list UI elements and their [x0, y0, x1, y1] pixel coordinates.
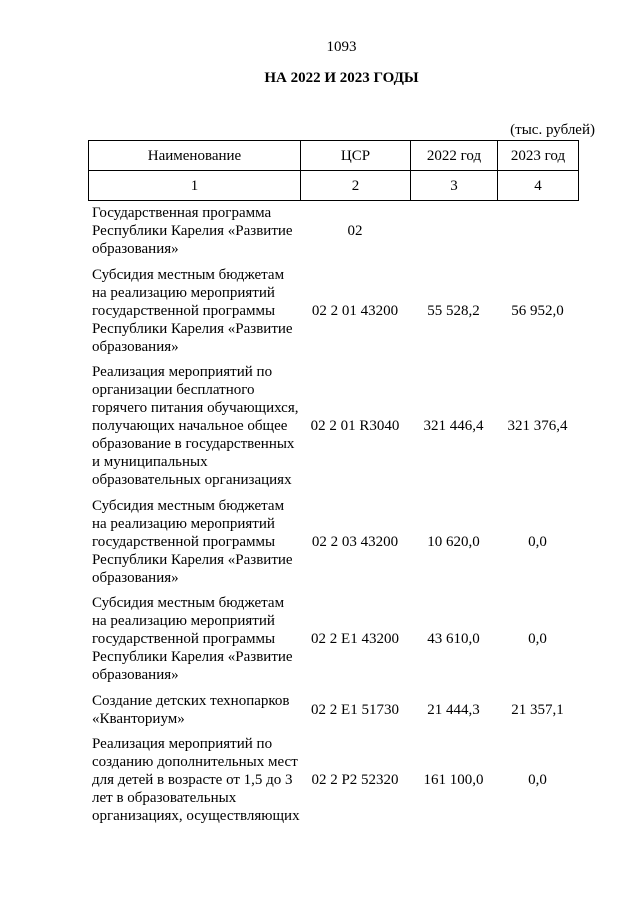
table-body	[88, 204, 579, 833]
units-label: (тыс. рублей)	[510, 122, 595, 138]
row-value-2022: 161 100,0	[423, 772, 484, 788]
row-value-2022: 55 528,2	[427, 302, 480, 319]
page-title: НА 2022 И 2023 ГОДЫ	[264, 70, 419, 86]
row-csr: 02 2 P2 52320	[311, 772, 399, 788]
column-number-1: 1	[89, 171, 301, 201]
column-number-3: 3	[411, 171, 498, 201]
table-row	[88, 497, 579, 595]
table-row	[88, 204, 579, 266]
row-csr: 02 2 01 43200	[311, 302, 399, 319]
row-name: Субсидия местным бюджетам на реализацию мероприятий государственной программы Республики Карелия «Развитие образования»	[92, 266, 293, 355]
table-row	[88, 594, 579, 692]
table-row	[88, 692, 579, 736]
row-value-2023: 0,0	[528, 631, 547, 647]
column-number-4: 4	[498, 171, 579, 201]
row-value-2023: 0,0	[528, 772, 547, 788]
row-value-2022: 321 446,4	[423, 418, 484, 434]
document-page	[88, 0, 595, 905]
row-value-2023: 56 952,0	[511, 302, 564, 319]
row-value-2023: 21 357,1	[511, 701, 564, 718]
header-row	[89, 141, 579, 171]
column-number-row	[89, 171, 579, 201]
header-name: Наименование	[89, 141, 301, 171]
row-name: Реализация мероприятий по организации бесплатного горячего питания обучающихся, получающих начальное общее образование в государственных и муниципальных образовательных организациях	[92, 364, 299, 488]
row-value-2022: 43 610,0	[427, 631, 480, 647]
header-2023: 2023 год	[498, 141, 579, 171]
row-name: Государственная программа Республики Карелия «Развитие образования»	[92, 205, 293, 257]
table-row	[88, 266, 579, 364]
row-name: Реализация мероприятий по созданию дополнительных мест для детей в возрасте от 1,5 до 3 лет в образовательных организациях, осуществляющих	[92, 736, 300, 824]
row-csr: 02	[347, 223, 363, 239]
row-value-2022: 10 620,0	[427, 533, 480, 550]
row-value-2023: 321 376,4	[507, 418, 568, 434]
row-name: Создание детских технопарков «Кванториум»	[92, 692, 290, 727]
row-value-2023: 0,0	[528, 533, 547, 550]
row-csr: 02 2 E1 51730	[311, 701, 399, 718]
header-2022: 2022 год	[411, 141, 498, 171]
table-row	[88, 735, 579, 833]
row-name: Субсидия местным бюджетам на реализацию мероприятий государственной программы Республики Карелия «Развитие образования»	[92, 595, 293, 683]
table-header	[88, 140, 579, 201]
row-value-2022: 21 444,3	[427, 701, 480, 718]
row-csr: 02 2 01 R3040	[310, 418, 400, 434]
column-number-2: 2	[301, 171, 411, 201]
row-name: Субсидия местным бюджетам на реализацию мероприятий государственной программы Республики Карелия «Развитие образования»	[92, 497, 293, 586]
header-csr: ЦСР	[301, 141, 411, 171]
row-csr: 02 2 E1 43200	[311, 631, 399, 647]
table-row	[88, 363, 579, 497]
page-number: 1093	[326, 39, 357, 55]
row-csr: 02 2 03 43200	[311, 533, 399, 550]
